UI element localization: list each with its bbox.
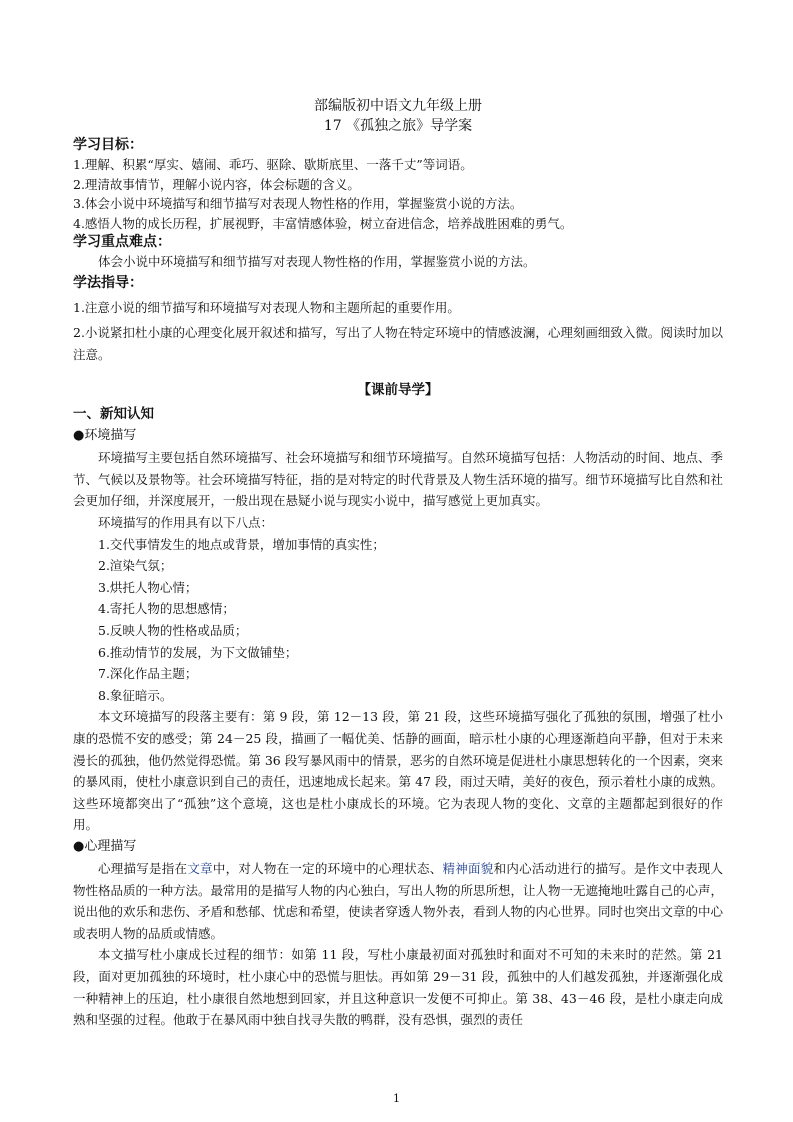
env-list-item: 6.推动情节的发展，为下文做铺垫； [98,644,298,660]
link-spirit[interactable]: 精神面貌 [442,860,494,876]
env-paragraph: 环境描写主要包括自然环境描写、社会环境描写和细节环境描写。自然环境描写包括：人物活动的时间、地点、季节、气候以及景物等。社会环境描写特征，指的是对特定的时代背景及人物生活环境的描写。细节环境描写比自然和社会更加仔细，并深度展开，一般出现在悬疑小说与现实小说中，描写感觉上更加真实。 [73,450,724,509]
env-list-item: 2.渲染气氛； [98,558,173,574]
env-list-item: 4.寄托人物的思想感情； [98,601,235,617]
goal-item: 2.理清故事情节，理解小说内容，体会标题的含义。 [73,176,360,192]
doc-subtitle: 17 《孤独之旅》导学案 [323,118,473,134]
psy-text: 中，对人物在一定的环境中的心理状态、 [212,860,443,876]
env-paragraph: 环境描写的作用具有以下八点： [98,515,274,531]
link-article[interactable]: 文章 [187,860,213,876]
doc-title: 部编版初中语文九年级上册 [314,98,482,114]
goal-item: 4.感悟人物的成长历程，扩展视野，丰富情感体验，树立奋进信念，培养战胜困难的勇气。 [73,215,573,231]
env-list-item: 8.象征暗示。 [98,687,173,703]
goals-heading: 学习目标： [73,137,143,153]
env-list-item: 5.反映人物的性格或品质； [98,623,248,639]
goal-item: 3.体会小说中环境描写和细节描写对表现人物性格的作用，掌握鉴赏小说的方法。 [73,196,523,211]
page-number: 1 [393,1092,400,1105]
key-heading: 学习重点难点： [73,234,171,250]
psy-heading: ●心理描写 [73,838,137,854]
document-page [73,96,723,1031]
psy-text: 心理描写是指在 [98,860,188,876]
method-heading: 学法指导： [73,274,143,291]
env-list-item: 7.深化作品主题； [98,666,198,682]
method-item: 1.注意小说的细节描写和环境描写对表现人物和主题所起的重要作用。 [73,299,460,315]
psy-text: 和内心活动进行的描写。是作文中表现人物性格品质的一种方法。最常用的是描写人物的内心独白，写出人物的所思所想，让人物一无遮掩地吐露自己的心声，说出他的欢乐和悲伤、矛盾和愁郁、忧虑和希望，使读者穿透人物外表，看到人物的内心世界。同时也突出文章的中心或表明人物的品质或情感。 [73,860,724,941]
env-list-item: 1.交代事情发生的地点或背景，增加事情的真实性； [98,536,385,552]
method-item: 2.小说紧扣杜小康的心理变化展开叙述和描写，写出了人物在特定环境中的情感波澜，心理刻画细致入微。阅读时加以注意。 [73,325,723,362]
env-list-item: 3.烘托人物心情； [98,579,198,595]
section-heading: 一、新知认知 [73,406,154,423]
goal-item: 1.理解、积累“厚实、嬉闹、乖巧、驱除、歇斯底里、一落千丈”等词语。 [73,157,473,172]
psy-paragraph: 本文描写杜小康成长过程的细节：如第 11 段，写杜小康最初面对孤独时和面对不可知的未来时的茫然。第 21 段，面对更加孤独的环境时，杜小康心中的恐慌与胆怯。再如第 29－31 段，孤独中的人们越发孤独，并逐渐强化成一种精神上的压迫，杜小康很自然地想到回家，并且这种意识一发便不可抑止。第 38、43－46 段，是杜小康走向成熟和坚强的过程。他敢于在暴风雨中独自找寻失散的鸭群，没有恐惧，强烈的责任 [73,947,723,1028]
key-text: 体会小说中环境描写和细节描写对表现人物性格的作用，掌握鉴赏小说的方法。 [98,254,536,269]
env-paragraph: 本文环境描写的段落主要有：第 9 段，第 12－13 段，第 21 段，这些环境描写强化了孤独的氛围，增强了杜小康的恐慌不安的感受；第 24－25 段，描画了一幅优美、恬静的画面，暗示杜小康的心理逐渐趋向平静，但对于未来漫长的孤独，他仍然觉得恐慌。第 36 段写暴风雨中的情景，恶劣的自然环境是促进杜小康思想转化的一个因素，突来的暴风雨，使杜小康意识到自己的责任，迅速地成长起来。第 47 段，雨过天晴，美好的夜色，预示着杜小康的成熟。这些环境都突出了“孤独”这个意境，这也是杜小康成长的环境。它为表现人物的变化、文章的主题都起到很好的作用。 [73,709,723,833]
preclass-heading: 【课前导学】 [357,382,439,399]
env-heading: ●环境描写 [73,428,137,444]
psy-paragraph [73,858,723,944]
